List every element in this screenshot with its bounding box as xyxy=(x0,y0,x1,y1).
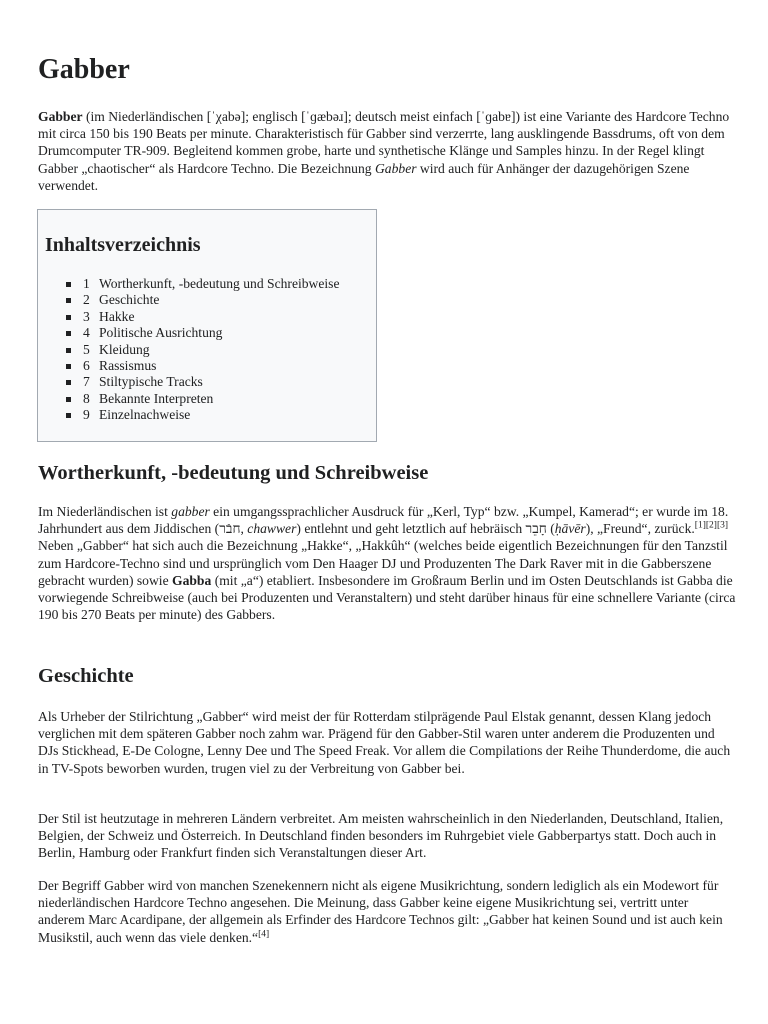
bullet-icon xyxy=(66,397,71,402)
bullet-icon xyxy=(66,331,71,336)
section-geschichte-paragraph-2: Der Stil ist heutzutage in mehreren Ländern verbreitet. Am meisten wahrscheinlich in den Niederlanden, Deutschland, Italien, Belgien, der Schweiz und Österreich. In Deutschland finden besonders im Ruhrgebiet viele Gabberpartys statt. Doch auch in Berlin, Hamburg oder Frankfurt finden sich Veranstaltungen dieser Art. xyxy=(38,811,724,861)
toc-item-label[interactable]: Politische Ausrichtung xyxy=(99,325,223,341)
toc-item-label[interactable]: Rassismus xyxy=(99,358,157,374)
text-run: Der Begriff Gabber wird von manchen Szenekennern nicht als eigene Musikrichtung, sondern lediglich als ein Modewort für niederländischen Hardcore Techno angesehen. Die Meinung, dass Gabber keine eigene Musikrichtung sei, vertritt unter anderem Marc Acardipane, der allgemein als Erfinder des Hardcore Technos gilt: „Gabber hat keinen Sound und ist auch kein Musikstil, auch wenn das viele denken.“ xyxy=(38,878,723,945)
text-run: Im Niederländischen ist xyxy=(38,504,172,519)
text-run: ), „Freund“, zurück. xyxy=(585,521,695,537)
text-run: ) entlehnt und geht letztlich auf hebräisch חָבֵר ( xyxy=(296,521,555,537)
reference-group xyxy=(695,521,728,531)
toc-item-label[interactable]: Hakke xyxy=(99,308,135,324)
italic-term: gabber xyxy=(171,504,210,519)
section-heading-geschichte: Geschichte xyxy=(38,665,134,687)
toc-item-label[interactable]: Einzelnachweise xyxy=(99,407,191,423)
section-wortherkunft-paragraph xyxy=(38,503,738,623)
toc-item-number: 2 xyxy=(83,292,90,308)
toc-item-number: 1 xyxy=(83,276,90,291)
toc-item[interactable] xyxy=(66,358,340,374)
toc-item[interactable] xyxy=(66,391,340,407)
bullet-icon xyxy=(66,364,71,369)
table-of-contents xyxy=(37,209,377,442)
bullet-icon xyxy=(66,282,71,287)
section-geschichte-paragraph-1: Als Urheber der Stilrichtung „Gabber“ wird meist der für Rotterdam stilprägende Paul Elstak genannt, dessen Klang jedoch verglichen mit dem späteren Gabber noch zahm war. Prägend für den Gabber-Stil waren unter anderem die Produzenten und DJs Stickhead, E-De Cologne, Lenny Dee und The Speed Freak. Vor allem die Compilations der Reihe Thunderdome, die auch in TV-Spots beworben wurden, trugen viel zu der Verbreitung von Gabber bei. xyxy=(38,709,731,776)
toc-item[interactable] xyxy=(66,374,340,390)
reference-link[interactable]: [1] xyxy=(694,520,706,531)
toc-item-label[interactable]: Stiltypische Tracks xyxy=(99,374,203,390)
toc-item[interactable] xyxy=(66,276,340,292)
toc-item-label[interactable]: Wortherkunft, -bedeutung und Schreibweise xyxy=(99,276,340,291)
toc-item-number: 8 xyxy=(83,390,90,406)
section-geschichte-paragraph-3 xyxy=(38,877,738,946)
italic-term: chawwer xyxy=(247,521,297,537)
intro-text-b: wird auch für Anhänger der dazugehörigen Szene verwendet. xyxy=(38,160,690,193)
toc-item-number: 6 xyxy=(83,358,90,374)
text-run: (mit „a“) etabliert. Insbesondere im Großraum Berlin und im Osten Deutschlands ist Gabba die vorwiegende Schreibweise (auch bei Produzenten und Veranstaltern) und steht darüber hinaus für eine schnellere Variante (circa 190 bis 270 Beats per minute) des Gabbers. xyxy=(38,572,736,623)
text-run: Neben „Gabber“ hat sich auch die Bezeichnung „Hakke“, „Hakkûh“ (welches beide eigentlich Bezeichnungen für den Tanzstil zum Hardcore-Techno sind und ursprünglich vom Den Haager DJ und Produzenten The Dark Raver mit in die Gabberszene gebracht wurden) sowie xyxy=(38,538,728,588)
bullet-icon xyxy=(66,380,71,385)
toc-item-label[interactable]: Bekannte Interpreten xyxy=(99,390,214,406)
intro-italic-term: Gabber xyxy=(374,160,417,176)
reference-link[interactable]: [2] xyxy=(705,520,717,531)
toc-list xyxy=(66,276,340,424)
toc-item[interactable] xyxy=(66,292,340,308)
toc-item-label[interactable]: Geschichte xyxy=(99,292,160,308)
bullet-icon xyxy=(66,413,71,418)
toc-item-number: 7 xyxy=(83,374,90,390)
toc-item-number: 5 xyxy=(83,341,90,357)
toc-item[interactable] xyxy=(66,342,340,358)
bold-term: Gabba xyxy=(172,572,212,588)
text-run: ein umgangssprachlicher Ausdruck für „Kerl, Typ“ bzw. „Kumpel, Kamerad“; er wurde im 18. Jahrhundert aus dem Jiddischen (חבֿר, xyxy=(38,504,729,537)
reference-link[interactable]: [4] xyxy=(258,929,270,940)
bullet-icon xyxy=(66,315,71,320)
italic-term: ḥāvēr xyxy=(554,521,586,537)
toc-item[interactable] xyxy=(66,309,340,325)
reference-group xyxy=(258,929,269,939)
page-title: Gabber xyxy=(38,54,130,85)
intro-bold-term: Gabber xyxy=(38,109,83,124)
reference-link[interactable]: [3] xyxy=(716,520,729,531)
toc-item[interactable] xyxy=(66,325,340,341)
toc-item-number: 3 xyxy=(83,308,90,324)
bullet-icon xyxy=(66,298,71,303)
toc-item-number: 4 xyxy=(83,325,90,341)
toc-item-label[interactable]: Kleidung xyxy=(99,341,150,357)
intro-paragraph xyxy=(38,108,738,194)
intro-text-a: (im Niederländischen [ˈχabə]; englisch [ˈɡæbəɹ]; deutsch meist einfach [ˈɡabɐ]) ist eine Variante des Hardcore Techno mit circa 150 bis 190 Beats per minute. Charakteristisch für Gabber sind verzerrte, lang ausklingende Bassdrums, oft von dem Drumcomputer TR-909. Begleitend kommen grobe, harte und synthetische Klänge und Samples hinzu. In der Regel klingt Gabber „chaotischer“ als Hardcore Techno. Die Bezeichnung xyxy=(38,109,730,176)
toc-item-number: 9 xyxy=(83,407,90,423)
toc-title: Inhaltsverzeichnis xyxy=(45,234,201,256)
section-heading-wortherkunft: Wortherkunft, -bedeutung und Schreibweise xyxy=(38,462,429,484)
bullet-icon xyxy=(66,348,71,353)
toc-item[interactable] xyxy=(66,407,340,423)
